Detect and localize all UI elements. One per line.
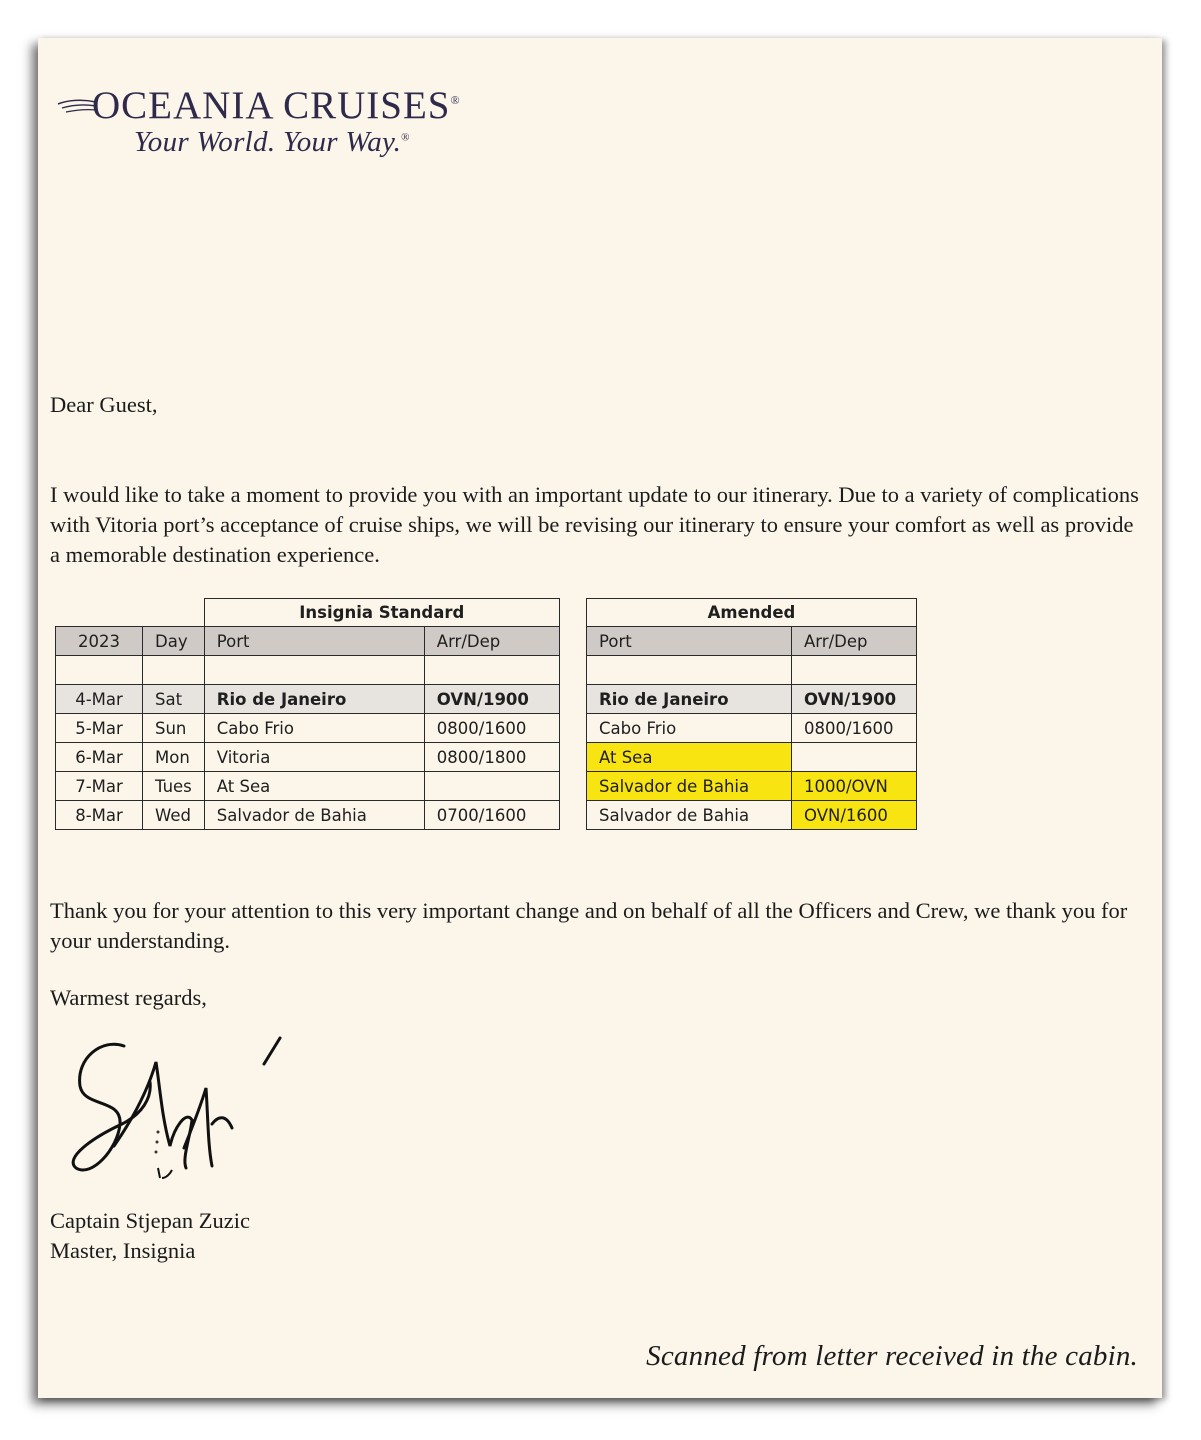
highlighted-cell: Salvador de Bahia	[587, 772, 792, 801]
highlighted-cell: 1000/OVN	[792, 772, 917, 801]
table-row: Salvador de Bahia OVN/1600	[587, 801, 917, 830]
scan-caption: Scanned from letter received in the cabin.	[646, 1340, 1138, 1372]
intro-paragraph: I would like to take a moment to provide you with an important update to our itinerary. Due to a variety of complications with Vitoria port’s acceptance of cruise ships, we will be revising our itinerary to ensure your comfort as well as provide a memorable destination experience.	[50, 482, 1139, 567]
table-row: 6-Mar Mon Vitoria 0800/1800	[56, 743, 560, 772]
highlighted-cell: OVN/1600	[792, 801, 917, 830]
header-arr-dep: Arr/Dep	[792, 627, 917, 656]
table-row: Cabo Frio 0800/1600	[587, 714, 917, 743]
closing: Warmest regards,	[50, 985, 207, 1010]
amended-itinerary-table	[586, 598, 917, 830]
table-row: 5-Mar Sun Cabo Frio 0800/1600	[56, 714, 560, 743]
signature-icon	[62, 1028, 292, 1208]
standard-table-title: Insignia Standard	[204, 599, 559, 627]
oceania-logo	[56, 76, 461, 159]
table-row: 7-Mar Tues At Sea	[56, 772, 560, 801]
header-arr-dep: Arr/Dep	[424, 627, 559, 656]
table-row	[587, 743, 917, 772]
letter-page	[38, 38, 1162, 1398]
table-row	[56, 656, 560, 685]
brand-tagline: Your World. Your Way.®	[134, 126, 410, 158]
table-row: Rio de Janeiro OVN/1900	[587, 685, 917, 714]
table-row: 4-Mar Sat Rio de Janeiro OVN/1900	[56, 685, 560, 714]
amended-table-title: Amended	[587, 599, 917, 627]
table-header-row	[56, 627, 560, 656]
header-port: Port	[204, 627, 424, 656]
table-row	[587, 772, 917, 801]
table-row: 8-Mar Wed Salvador de Bahia 0700/1600	[56, 801, 560, 830]
standard-itinerary-table	[55, 598, 560, 830]
header-year: 2023	[56, 627, 143, 656]
greeting: Dear Guest,	[50, 392, 158, 417]
header-port: Port	[587, 627, 792, 656]
brand-name: OCEANIA CRUISES®	[92, 84, 461, 127]
signer-name: Captain Stjepan Zuzic	[50, 1208, 250, 1233]
table-row	[587, 656, 917, 685]
thanks-paragraph: Thank you for your attention to this very important change and on behalf of all the Officers and Crew, we thank you for your understanding.	[50, 898, 1128, 953]
table-header-row	[587, 627, 917, 656]
header-day: Day	[143, 627, 205, 656]
signer-title: Master, Insignia	[50, 1238, 196, 1263]
highlighted-cell: At Sea	[587, 743, 792, 772]
